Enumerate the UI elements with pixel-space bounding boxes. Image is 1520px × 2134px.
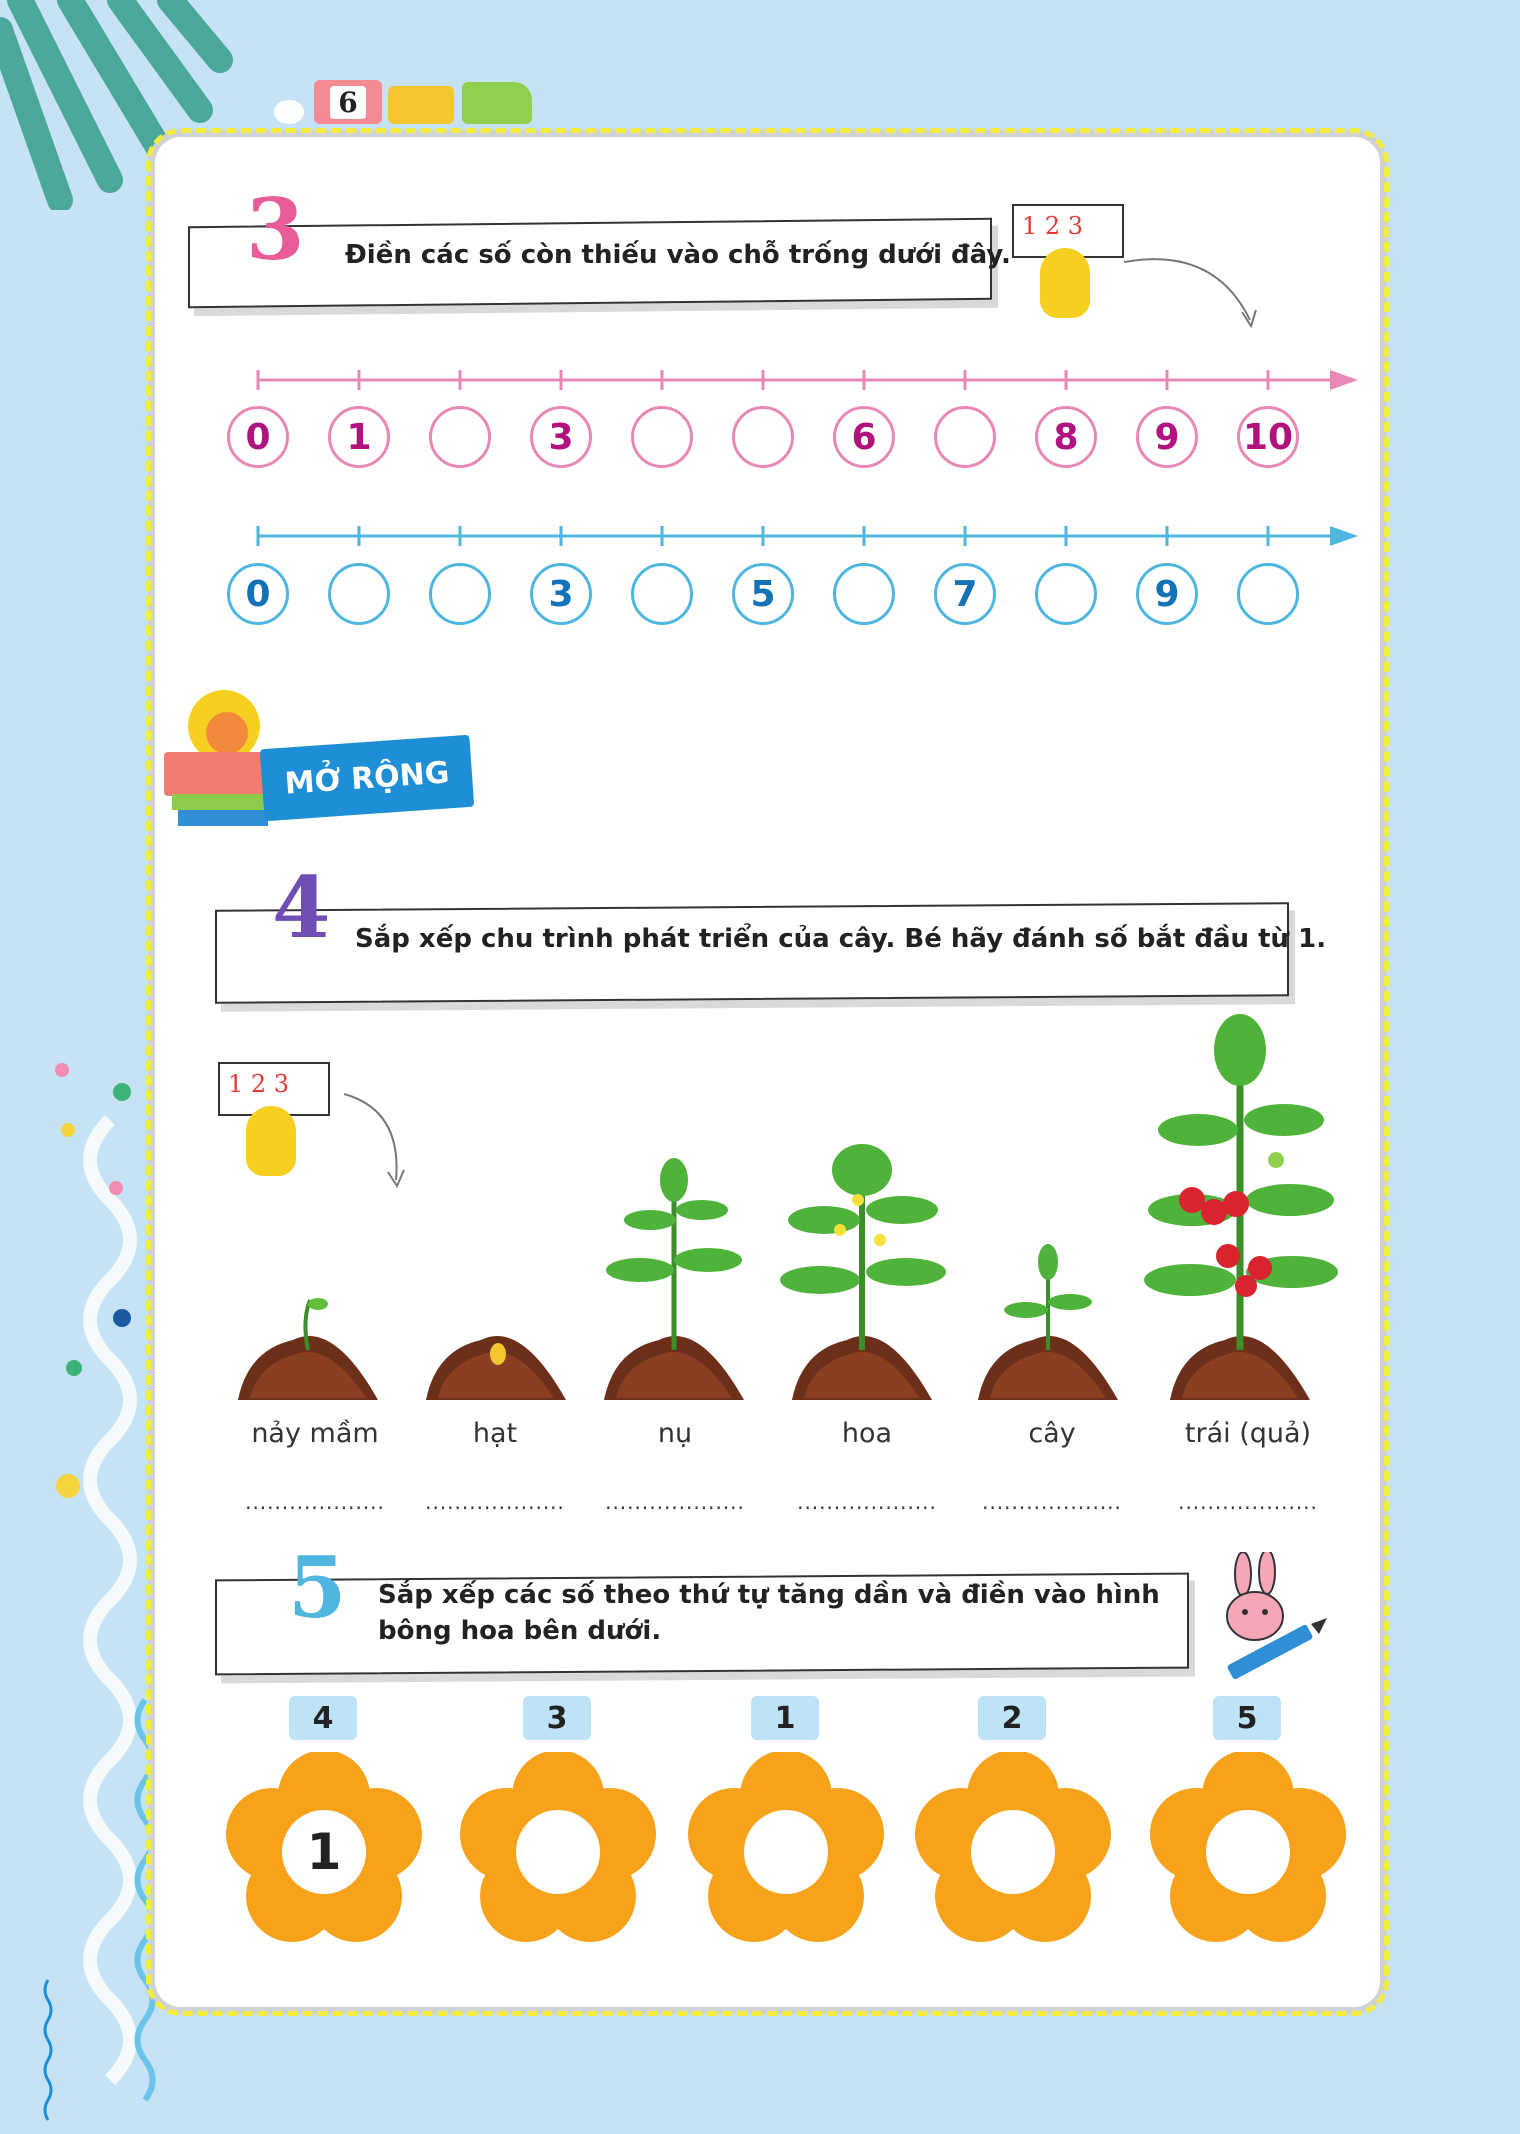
row2-circle-0: 0	[227, 563, 289, 625]
flower-4[interactable]	[1148, 1752, 1348, 1952]
task5-number: 5	[288, 1538, 347, 1637]
number-badge-3: 2	[978, 1696, 1046, 1740]
answer-blank-flower[interactable]: ...................	[797, 1490, 937, 1514]
flower-center-3[interactable]	[971, 1810, 1055, 1894]
rabbit-pencil-illustration	[1215, 1552, 1335, 1682]
cat-sign-numbers-2: 1 2 3	[228, 1070, 290, 1098]
task5-instruction-line2: bông hoa bên dưới.	[378, 1616, 662, 1646]
train-car-yellow	[388, 86, 454, 124]
flower-center-1[interactable]	[516, 1810, 600, 1894]
flower-center-0[interactable]: 1	[282, 1810, 366, 1894]
task3-instruction: Điền các số còn thiếu vào chỗ trống dưới đây.	[345, 240, 1011, 270]
number-badge-4: 5	[1213, 1696, 1281, 1740]
row1-circle-10: 10	[1237, 406, 1299, 468]
page-number-train	[270, 78, 540, 128]
number-badge-2: 1	[751, 1696, 819, 1740]
row2-circle-10[interactable]	[1237, 563, 1299, 625]
row2-circle-5: 5	[732, 563, 794, 625]
number-badge-1: 3	[523, 1696, 591, 1740]
stage-label-flower: hoa	[841, 1418, 893, 1449]
row2-circle-1[interactable]	[328, 563, 390, 625]
flower-2[interactable]	[686, 1752, 886, 1952]
page-number-car	[314, 80, 382, 124]
curved-arrow-icon	[1124, 250, 1264, 330]
answer-blank-plant[interactable]: ...................	[982, 1490, 1122, 1514]
answer-blank-sprout[interactable]: ...................	[245, 1490, 385, 1514]
row1-circle-8: 8	[1035, 406, 1097, 468]
flower-0[interactable]	[224, 1752, 424, 1952]
row1-circle-9: 9	[1136, 406, 1198, 468]
flower-center-4[interactable]	[1206, 1810, 1290, 1894]
row2-circle-3: 3	[530, 563, 592, 625]
book-stack-green	[172, 794, 268, 810]
stage-label-seed: hạt	[472, 1418, 518, 1449]
row1-circle-3: 3	[530, 406, 592, 468]
row2-circle-2[interactable]	[429, 563, 491, 625]
task5-instruction-line1: Sắp xếp các số theo thứ tự tăng dần và điền vào hình	[378, 1580, 1160, 1610]
task3-number: 3	[246, 180, 305, 279]
cat-sign-numbers: 1 2 3	[1022, 212, 1084, 240]
row1-circle-7[interactable]	[934, 406, 996, 468]
page-number: 6	[330, 86, 365, 119]
chick-face	[206, 712, 248, 754]
task4-instruction: Sắp xếp chu trình phát triển của cây. Bé hãy đánh số bắt đầu từ 1.	[355, 924, 1327, 954]
number-line-blue	[250, 521, 1360, 551]
row1-circle-4[interactable]	[631, 406, 693, 468]
flower-center-2[interactable]	[744, 1810, 828, 1894]
answer-blank-fruit[interactable]: ...................	[1178, 1490, 1318, 1514]
row2-circle-4[interactable]	[631, 563, 693, 625]
row1-circle-1: 1	[328, 406, 390, 468]
row2-circle-6[interactable]	[833, 563, 895, 625]
row2-circle-8[interactable]	[1035, 563, 1097, 625]
stage-label-bud: nụ	[657, 1418, 693, 1449]
plant-stages-illustration	[230, 1010, 1370, 1410]
row1-circle-0: 0	[227, 406, 289, 468]
row2-circle-9: 9	[1136, 563, 1198, 625]
open-book	[164, 752, 268, 796]
section-title-banner	[260, 735, 475, 821]
wave-decoration	[30, 1060, 160, 2134]
cat-sign-illustration	[1012, 204, 1124, 322]
task4-number: 4	[272, 858, 331, 957]
number-line-pink	[250, 365, 1360, 395]
book-stack-blue	[178, 810, 268, 826]
row1-circle-2[interactable]	[429, 406, 491, 468]
train-engine-green	[462, 82, 532, 124]
row2-circle-7: 7	[934, 563, 996, 625]
yellow-cat	[1040, 248, 1090, 318]
stage-label-fruit: trái (quả)	[1184, 1418, 1312, 1449]
stage-label-plant: cây	[1028, 1418, 1076, 1449]
number-badge-0: 4	[289, 1696, 357, 1740]
stage-label-sprout: nảy mầm	[251, 1418, 379, 1449]
row1-circle-5[interactable]	[732, 406, 794, 468]
answer-blank-seed[interactable]: ...................	[425, 1490, 565, 1514]
answer-blank-bud[interactable]: ...................	[605, 1490, 745, 1514]
section-title: MỞ RỘNG	[283, 754, 451, 802]
train-smoke	[274, 100, 304, 124]
flower-3[interactable]	[913, 1752, 1113, 1952]
row1-circle-6: 6	[833, 406, 895, 468]
flower-1[interactable]	[458, 1752, 658, 1952]
